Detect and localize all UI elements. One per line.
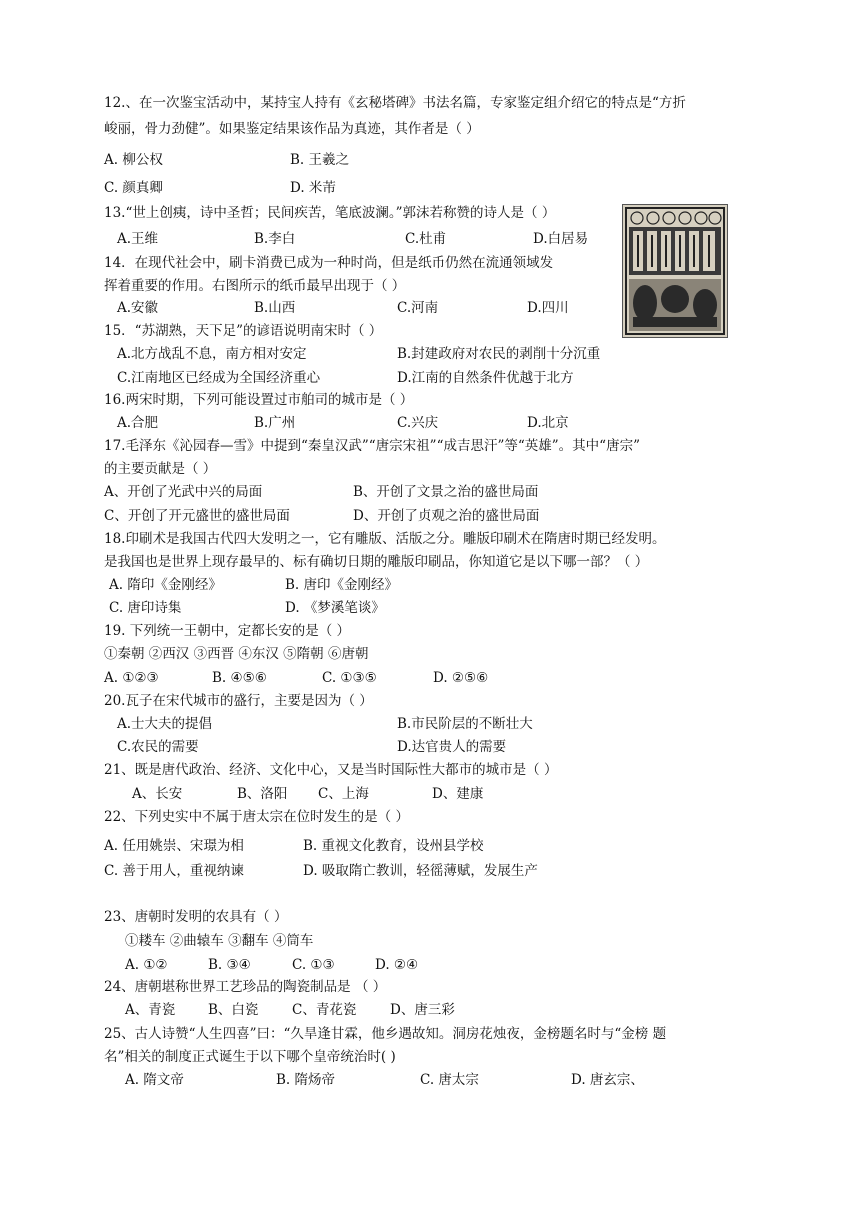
q18-option-b: B. 唐印《金刚经》 (285, 577, 399, 593)
q22-option-b: B. 重视文化教育，设州县学校 (303, 838, 484, 854)
q22-option-d: D. 吸取隋亡教训，轻徭薄赋，发展生产 (303, 863, 538, 879)
q21-option-d: D、建康 (432, 786, 484, 802)
q19-option-a: A. ①②③ (104, 670, 159, 686)
q14-stem-line2: 挥着重要的作用。右图所示的纸币最早出现于（ ） (104, 278, 406, 294)
q22-stem: 22、下列史实中不属于唐太宗在位时发生的是（ ） (104, 809, 409, 825)
q17-option-b: B、开创了文景之治的盛世局面 (353, 484, 539, 500)
q14-option-c: C.河南 (397, 300, 439, 316)
q18-stem-line2: 是我国也是世界上现存最早的、标有确切日期的雕版印刷品，你知道它是以下哪一部？（ ） (104, 554, 649, 570)
q12-option-a: A. 柳公权 (104, 152, 163, 168)
q20-option-a: A.士大夫的提倡 (117, 716, 213, 732)
q20-stem: 20.瓦子在宋代城市的盛行，主要是因为（ ） (104, 693, 373, 709)
q19-items: ①秦朝 ②西汉 ③西晋 ④东汉 ⑤隋朝 ⑥唐朝 (104, 646, 369, 662)
q18-option-d: D. 《梦溪笔谈》 (285, 600, 385, 616)
q17-option-a: A、开创了光武中兴的局面 (104, 484, 263, 500)
q12-stem-line1: 12.、在一次鉴宝活动中，某持宝人持有《玄秘塔碑》书法名篇，专家鉴定组介绍它的特点是“方折 (104, 95, 686, 111)
q23-option-a: A. ①② (125, 957, 168, 973)
q18-stem-line1: 18.印刷术是我国古代四大发明之一，它有雕版、活版之分。雕版印刷术在隋唐时期已经发明。 (104, 531, 666, 547)
q20-option-d: D.达官贵人的需要 (397, 739, 507, 755)
q24-option-a: A、青瓷 (125, 1002, 176, 1018)
q19-option-d: D. ②⑤⑥ (433, 670, 489, 686)
q25-option-c: C. 唐太宗 (420, 1072, 479, 1088)
q25-option-a: A. 隋文帝 (125, 1072, 184, 1088)
q23-stem: 23、唐朝时发明的农具有（ ） (104, 909, 288, 925)
q21-option-c: C、上海 (318, 786, 369, 802)
q23-option-c: C. ①③ (292, 957, 335, 973)
q25-option-b: B. 隋炀帝 (276, 1072, 336, 1088)
q12-option-c: C. 颜真卿 (104, 180, 163, 196)
q23-option-b: B. ③④ (208, 957, 251, 973)
q21-option-a: A、长安 (132, 786, 183, 802)
q17-stem-line2: 的主要贡献是（ ） (104, 461, 217, 477)
q18-option-c: C. 唐印诗集 (109, 600, 182, 616)
q16-option-d: D.北京 (527, 415, 569, 431)
q19-stem: 19. 下列统一王朝中，定都长安的是（ ） (104, 623, 351, 639)
q17-option-d: D、开创了贞观之治的盛世局面 (353, 508, 540, 524)
q25-stem-line1: 25、古人诗赞“人生四喜”曰：“久旱逢甘霖，他乡遇故知。洞房花烛夜，金榜题名时与“金榜 题 (104, 1026, 667, 1042)
q13-option-b: B.李白 (254, 231, 296, 247)
q13-option-d: D.白居易 (533, 231, 589, 247)
q20-option-b: B.市民阶层的不断壮大 (397, 716, 533, 732)
q15-option-b: B.封建政府对农民的剥削十分沉重 (397, 346, 601, 362)
q23-items: ①耧车 ②曲辕车 ③翻车 ④筒车 (125, 933, 314, 949)
q14-option-a: A.安徽 (117, 300, 159, 316)
q24-option-d: D、唐三彩 (390, 1002, 455, 1018)
q13-option-c: C.杜甫 (405, 231, 447, 247)
q12-option-d: D. 米芾 (290, 180, 336, 196)
q15-option-d: D.江南的自然条件优越于北方 (397, 370, 574, 386)
q16-option-c: C.兴庆 (397, 415, 439, 431)
q15-stem: 15．“苏湖熟，天下足”的谚语说明南宋时（ ） (104, 323, 383, 339)
q24-option-b: B、白瓷 (208, 1002, 259, 1018)
q17-stem-line1: 17.毛泽东《沁园春—雪》中提到“秦皇汉武”“唐宗宋祖”“成吉思汗”等“英雄”。其中“唐宗” (104, 438, 640, 454)
q15-option-c: C.江南地区已经成为全国经济重心 (117, 370, 321, 386)
q24-option-c: C、青花瓷 (292, 1002, 357, 1018)
q23-option-d: D. ②④ (375, 957, 419, 973)
q25-stem-line2: 名”相关的制度正式诞生于以下哪个皇帝统治时( ) (104, 1049, 396, 1065)
q24-stem: 24、唐朝堪称世界工艺珍品的陶瓷制品是 （ ） (104, 979, 387, 995)
jiaozi-banknote-image (622, 204, 728, 338)
q14-option-d: D.四川 (527, 300, 569, 316)
q21-stem: 21、既是唐代政治、经济、文化中心，又是当时国际性大都市的城市是（ ） (104, 762, 558, 778)
q16-option-b: B.广州 (254, 415, 296, 431)
q22-option-a: A. 任用姚崇、宋璟为相 (104, 838, 244, 854)
q22-option-c: C. 善于用人，重视纳谏 (104, 863, 244, 879)
q15-option-a: A.北方战乱不息，南方相对安定 (117, 346, 307, 362)
q12-stem-line2: 峻丽，骨力劲健”。如果鉴定结果该作品为真迹，其作者是（ ） (104, 121, 480, 137)
q18-option-a: A. 隋印《金刚经》 (109, 577, 222, 593)
q21-option-b: B、洛阳 (237, 786, 288, 802)
q13-stem: 13.“世上创痍，诗中圣哲；民间疾苦，笔底波澜。”郭沫若称赞的诗人是（ ） (104, 205, 556, 221)
q12-option-b: B. 王羲之 (290, 152, 350, 168)
q16-stem: 16.两宋时期，下列可能设置过市舶司的城市是（ ） (104, 392, 414, 408)
q19-option-c: C. ①③⑤ (322, 670, 377, 686)
q16-option-a: A.合肥 (117, 415, 159, 431)
q25-option-d: D. 唐玄宗、 (571, 1072, 644, 1088)
q19-option-b: B. ④⑤⑥ (212, 670, 267, 686)
q17-option-c: C、开创了开元盛世的盛世局面 (104, 508, 290, 524)
q20-option-c: C.农民的需要 (117, 739, 199, 755)
q13-option-a: A.王维 (117, 231, 159, 247)
q14-stem-line1: 14．在现代社会中，刷卡消费已成为一种时尚，但是纸币仍然在流通领域发 (104, 255, 554, 271)
q14-option-b: B.山西 (254, 300, 296, 316)
